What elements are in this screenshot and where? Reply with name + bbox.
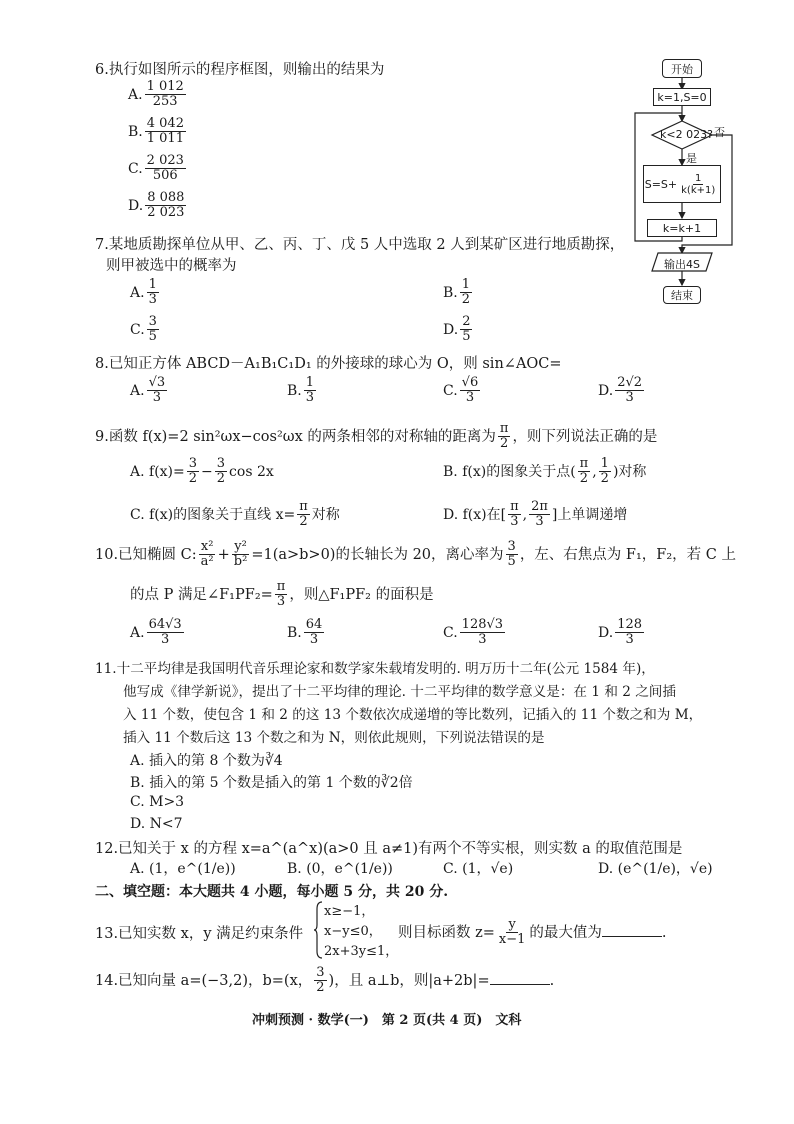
q13-stem-a: 13.已知实数 x，y 满足约束条件 (95, 926, 304, 942)
q11-line3: 入 11 个数，使包含 1 和 2 的这 13 个数依次成递增的等比数列，记插入的 11 个数之和为 M， (123, 707, 703, 723)
flowchart-output: 输出4S (664, 258, 700, 271)
q9-stem: 9.函数 f(x)=2 sin²ωx−cos²ωx 的两条相邻的对称轴的距离为 $\frac{\pi}{2}$ ，则下列说法正确的是 (95, 421, 658, 452)
q11-line1: 11.十二平均律是我国明代音乐理论家和数学家朱载堉发明的. 明万历十二年(公元 1584 年)， (95, 661, 655, 677)
q6-option-d: D. $\frac{8 088}{2 023}$ (128, 190, 185, 221)
q13-constraint-3: 2x+3y≤1， (324, 944, 399, 959)
flowchart-yes-label: 是 (686, 152, 697, 165)
flowchart-init: k=1,S=0 (653, 88, 711, 106)
q10-option-c: C. $\frac{128√3}{3}$ (443, 617, 504, 648)
flowchart-increment: k=k+1 (647, 219, 717, 237)
q10-option-a: A. $\frac{64√3}{3}$ (130, 617, 182, 648)
q12-option-b: B. (0，e^(1/e)) (287, 861, 393, 877)
page-footer: 冲刺预测 · 数学(一) 第 2 页(共 4 页) 文科 (252, 1013, 522, 1028)
q6-option-a: A. $\frac{1 012}{253}$ (128, 79, 184, 110)
q13-constraint-1: x≥−1， (324, 904, 375, 919)
q7-stem-line1: 7.某地质勘探单位从甲、乙、丙、丁、戊 5 人中选取 2 人到某矿区进行地质勘探， (95, 237, 625, 253)
q14-answer-blank[interactable] (490, 972, 550, 985)
q9-option-c: C. f(x)的图象关于直线 x= $\frac{\pi}{2}$ 对称 (130, 499, 340, 530)
q7-option-c: C. $\frac{3}{5}$ (130, 314, 157, 345)
flowchart-update: S=S+ $\frac{1}{k(k+1)}$ (643, 165, 721, 203)
q12-stem: 12.已知关于 x 的方程 x=a^(a^x)(a>0 且 a≠1)有两个不等实根，则实数 a 的取值范围是 (95, 841, 683, 857)
q12-option-a: A. (1，e^(1/e)) (130, 861, 236, 877)
q12-option-d: D. (e^(1/e)，√e) (598, 861, 713, 877)
q12-option-c: C. (1，√e) (443, 861, 514, 877)
flowchart-end: 结束 (663, 286, 701, 304)
q10-option-b: B. $\frac{64}{3}$ (287, 617, 323, 648)
q8-option-b: B. $\frac{1}{3}$ (287, 375, 315, 406)
q8-option-d: D. $\frac{2√2}{3}$ (598, 375, 643, 406)
flowchart-condition: k<2 023? (660, 128, 713, 141)
q10-stem-line2: 的点 P 满足∠F₁PF₂= $\frac{\pi}{3}$ ，则△F₁PF₂ 的面积是 (130, 579, 434, 610)
q11-line4: 插入 11 个数后这 13 个数之和为 N，则依此规则，下列说法错误的是 (123, 730, 545, 746)
q11-option-d: D. N<7 (130, 816, 183, 832)
q11-option-a: A. 插入的第 8 个数为∛4 (130, 753, 283, 769)
q7-stem-line2: 则甲被选中的概率为 (106, 258, 237, 274)
q9-option-b: B. f(x)的图象关于点( $\frac{\pi}{2}$ , $\frac{1}{2}$ )对称 (443, 456, 647, 487)
q7-option-d: D. $\frac{2}{5}$ (443, 314, 471, 345)
q11-option-c: C. M>3 (130, 794, 185, 810)
q11-line2: 他写成《律学新说》，提出了十二平均律的理论. 十二平均律的数学意义是：在 1 和 2 之间插 (123, 684, 676, 700)
flowchart-no-label: 否 (714, 126, 725, 139)
q10-option-d: D. $\frac{128}{3}$ (598, 617, 643, 648)
q14-stem: 14.已知向量 a=(−3,2)，b=(x， $\frac{3}{2}$ )，且 a⊥b，则|a+2b|= . (95, 965, 555, 996)
q11-option-b: B. 插入的第 5 个数是插入的第 1 个数的∛2倍 (130, 775, 413, 791)
q13-answer-blank[interactable] (602, 924, 662, 937)
q9-option-d: D. f(x)在[ $\frac{\pi}{3}$ , $\frac{2\pi}{3}$ ]上单调递增 (443, 499, 628, 530)
q6-stem: 6.执行如图所示的程序框图，则输出的结果为 (95, 62, 385, 78)
q7-option-a: A. $\frac{1}{3}$ (130, 277, 157, 308)
q8-stem: 8.已知正方体 ABCD－A₁B₁C₁D₁ 的外接球的球心为 O，则 sin∠AOC= (95, 356, 562, 372)
q13-stem-b: 则目标函数 z= $\frac{y}{x-1}$ 的最大值为 . (398, 917, 667, 948)
q9-option-a: A. f(x)= $\frac{3}{2}$ − $\frac{3}{2}$ cos 2x (130, 456, 274, 487)
q7-option-b: B. $\frac{1}{2}$ (443, 277, 471, 308)
q13-constraint-2: x−y≤0， (324, 924, 382, 939)
q8-option-c: C. $\frac{√6}{3}$ (443, 375, 479, 406)
q13-brace (314, 901, 324, 959)
q6-option-b: B. $\frac{4 042}{1 011}$ (128, 116, 184, 147)
q6-option-c: C. $\frac{2 023}{506}$ (128, 153, 184, 184)
q10-stem-line1: 10.已知椭圆 C: $\frac{\text{x²}}{\text{a²}}$ + $\frac{\text{y²}}{\text{b²}}$ =1(a>b>0)的长轴长为 20，离心率为 $\frac{3}{5}$ ，左、右焦点为 F₁，F₂，若 C 上 (95, 539, 736, 570)
q8-option-a: A. $\frac{√3}{3}$ (130, 375, 166, 406)
flowchart-start: 开始 (662, 59, 702, 78)
section-fill-in-heading: 二、填空题：本大题共 4 小题，每小题 5 分，共 20 分. (95, 884, 449, 900)
